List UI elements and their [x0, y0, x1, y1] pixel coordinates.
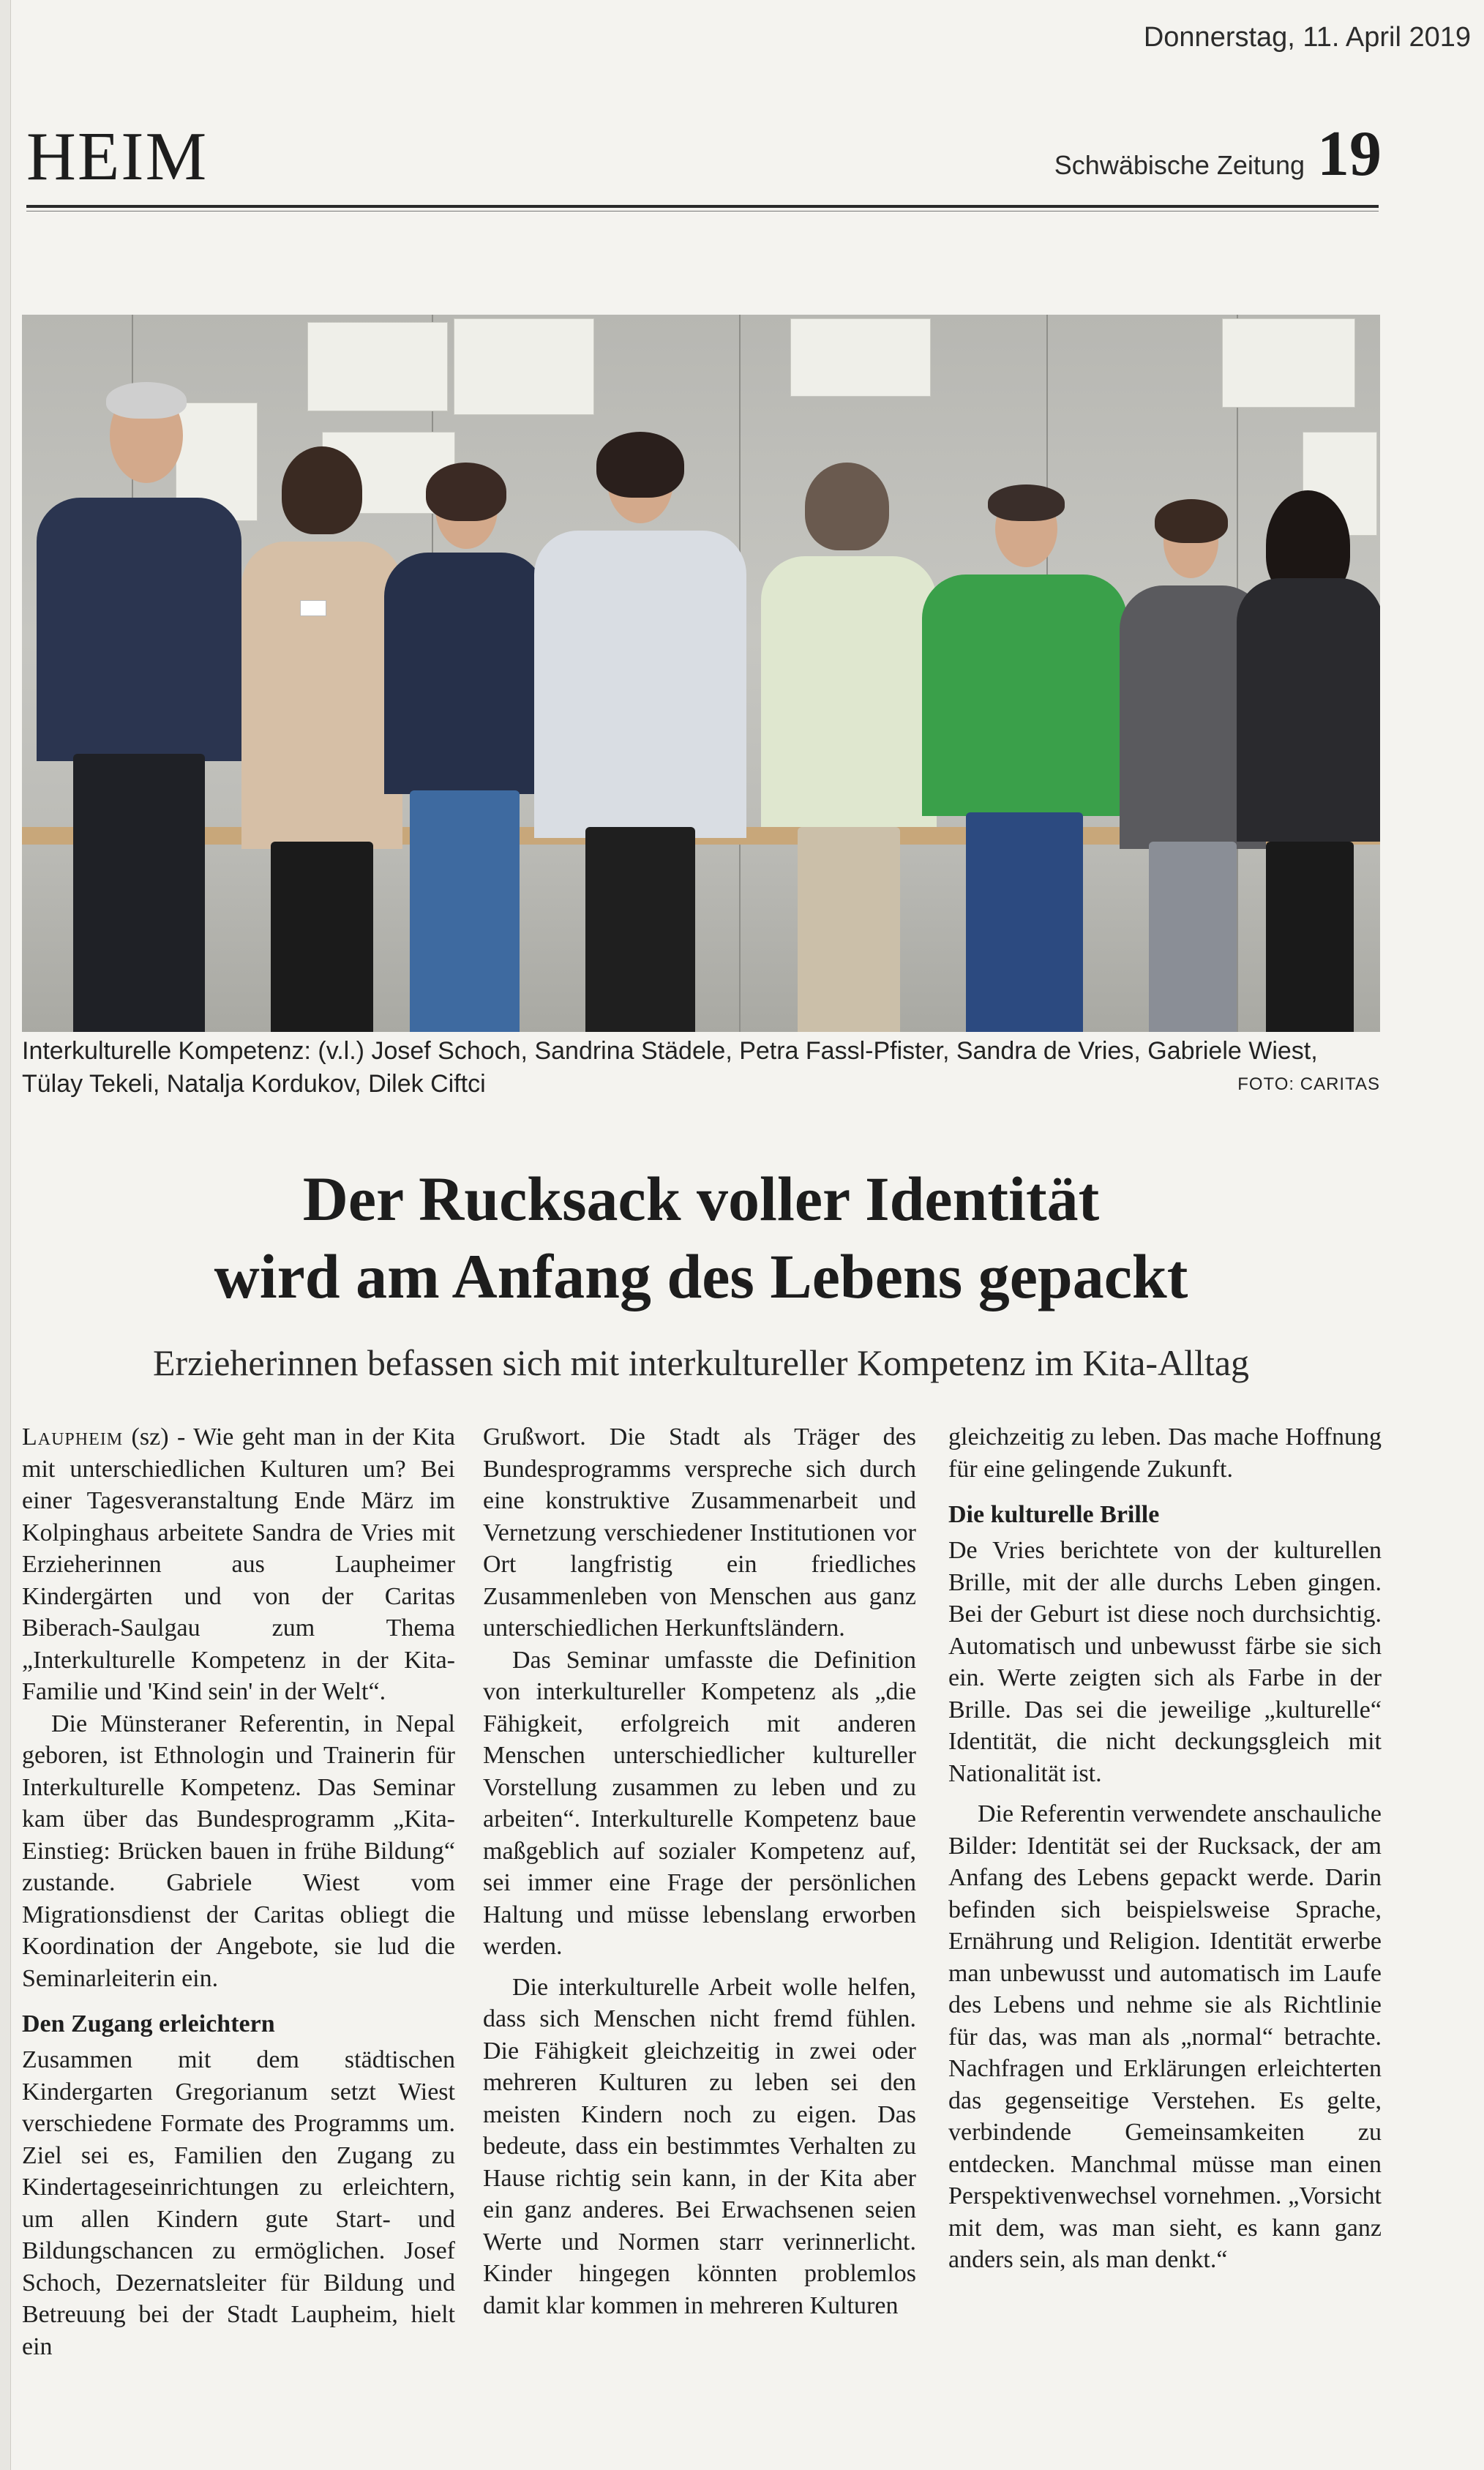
- page-number: 19: [1317, 119, 1382, 190]
- page-edge: [0, 0, 11, 2470]
- person-6: [922, 490, 1127, 1032]
- article-column-2: [483, 1421, 916, 2321]
- newspaper-name: Schwäbische Zeitung: [1054, 150, 1305, 180]
- section-heading: Den Zugang erleichtern: [22, 2010, 275, 2037]
- section-heading: Die kulturelle Brille: [948, 1501, 1160, 1528]
- section-title: HEIM: [26, 119, 209, 195]
- paragraph: Zusammen mit dem städtischen Kindergarten Gregorianum setzt Wiest verschiedene Formate des Programms um. Ziel sei es, Familien den Zugang zu Kindertageseinrichtungen zu erleichtern, um allen Kindern gute Start- und Bildungschancen zu ermöglichen. Josef Schoch, Dezernatsleiter für Bildung und Betreuung bei der Stadt Laupheim, hielt ein: [22, 2046, 455, 2360]
- subheadline: Erzieherinnen befassen sich mit interkultureller Kompetenz im Kita-Alltag: [152, 1342, 1250, 1383]
- header-rule-thin: [26, 211, 1379, 212]
- paragraph: Grußwort. Die Stadt als Träger des Bundesprogramms verspreche sich durch eine konstruktive Zusammenarbeit und Vernetzung verschiedener Institutionen vor Ort langfristig ein friedliches Zusammenleben von Menschen aus ganz unterschiedlichen Herkunftsländern.: [483, 1423, 916, 1642]
- person-2: [241, 454, 402, 1032]
- headline: [22, 1160, 1380, 1315]
- paragraph: Laupheim (sz) - Wie geht man in der Kita mit unterschiedlichen Kulturen um? Bei einer Tagesveranstaltung Ende März im Kolpinghaus arbeitete Sandra de Vries mit Erzieherinnen aus Laupheimer Kindergärten und von der Caritas Biberach-Saulgau zum Thema „Interkulturelle Kompetenz in der Kita-Familie und 'Kind sein' in der Welt“.: [22, 1423, 455, 1705]
- paragraph: Die Referentin verwendete anschauliche Bilder: Identität sei der Rucksack, der am Anfang des Lebens gepackt werde. Darin befinden sich beispielsweise Sprache, Ernährung und Religion. Identität erwerbe man unbewusst und automatisch im Laufe des Lebens und nehme sie als Richtlinie für das, was man als „normal“ betrachte. Nachfragen und Erklärungen erleichterten das gegenseitige Verstehen. Es gelte, verbindende Gemeinsamkeiten zu entdecken. Manchmal müsse man einen Perspektivenwechsel vornehmen. „Vorsicht mit dem, was man sieht, es kann ganz anders sein, als man denkt.“: [948, 1800, 1382, 2273]
- header-rule: [26, 205, 1379, 208]
- paragraph: Die interkulturelle Arbeit wolle helfen, dass sich Menschen nicht fremd fühlen. Die Fähigkeit gleichzeitig in zwei oder mehreren Kulturen zu leben sei den meisten Kindern noch zu eigen. Das bedeute, dass ein bestimmtes Verhalten zu Hause richtig sein kann, in der Kita aber ein ganz anderes. Bei Erwachsenen seien Werte und Normen starr verinnerlicht. Kinder hingegen könnten problemlos damit klar kommen in mehreren Kulturen: [483, 1973, 916, 2319]
- person-3: [381, 468, 549, 1032]
- article-column-1: [22, 1421, 455, 2362]
- dateline: Laupheim: [22, 1423, 124, 1451]
- paragraph: Die Münsteraner Referentin, in Nepal geboren, ist Ethnologin und Trainerin für Interkulturelle Kompetenz. Das Seminar kam über das Bundesprogramm „Kita-Einstieg: Brücken bauen in frühe Bildung“ zustande. Gabriele Wiest vom Migrationsdienst der Caritas obliegt die Koordination der Angebote, sie lud die Seminarleiterin ein.: [22, 1710, 455, 1992]
- person-8: [1237, 498, 1380, 1032]
- caption-text: Interkulturelle Kompetenz: (v.l.) Josef Schoch, Sandrina Städele, Petra Fassl-Pfister, Sandra de Vries, Gabriele Wiest, Tülay Tekeli, Natalja Kordukov, Dilek Ciftci: [22, 1037, 1318, 1098]
- article-column-3: [948, 1421, 1382, 2276]
- paragraph: De Vries berichtete von der kulturellen Brille, mit der alle durchs Leben gingen. Bei der Geburt ist diese noch durchsichtig. Automatisch und unbewusst färbe sie sich ein. Werte zeigten sich als Farbe in der Brille. Das sei die jeweilige „kulturelle“ Identität, die nicht deckungsgleich mit Nationalität ist.: [948, 1537, 1382, 1787]
- paragraph: Das Seminar umfasste die Definition von interkultureller Kompetenz als „die Fähigkeit, erfolgreich mit anderen Menschen unterschiedlicher kultureller Vorstellung zusammen zu leben und zu arbeiten“. Interkulturelle Kompetenz baue maßgeblich auf sozialer Kompetenz auf, sei immer eine Frage der persönlichen Haltung und müsse lebenslang erworben werden.: [483, 1646, 916, 1960]
- photo-caption: [22, 1035, 1380, 1101]
- person-1: [29, 388, 249, 1032]
- photo-credit: FOTO: CARITAS: [1237, 1074, 1380, 1094]
- paragraph: gleichzeitig zu leben. Das mache Hoffnung für eine gelingende Zukunft.: [948, 1423, 1382, 1483]
- person-5: [754, 468, 944, 1032]
- person-4: [534, 439, 746, 1032]
- headline-line-1: Der Rucksack voller Identität: [302, 1164, 1100, 1234]
- group-photo: [22, 315, 1380, 1032]
- issue-date: Donnerstag, 11. April 2019: [1143, 22, 1471, 53]
- headline-line-2: wird am Anfang des Lebens gepackt: [214, 1241, 1188, 1311]
